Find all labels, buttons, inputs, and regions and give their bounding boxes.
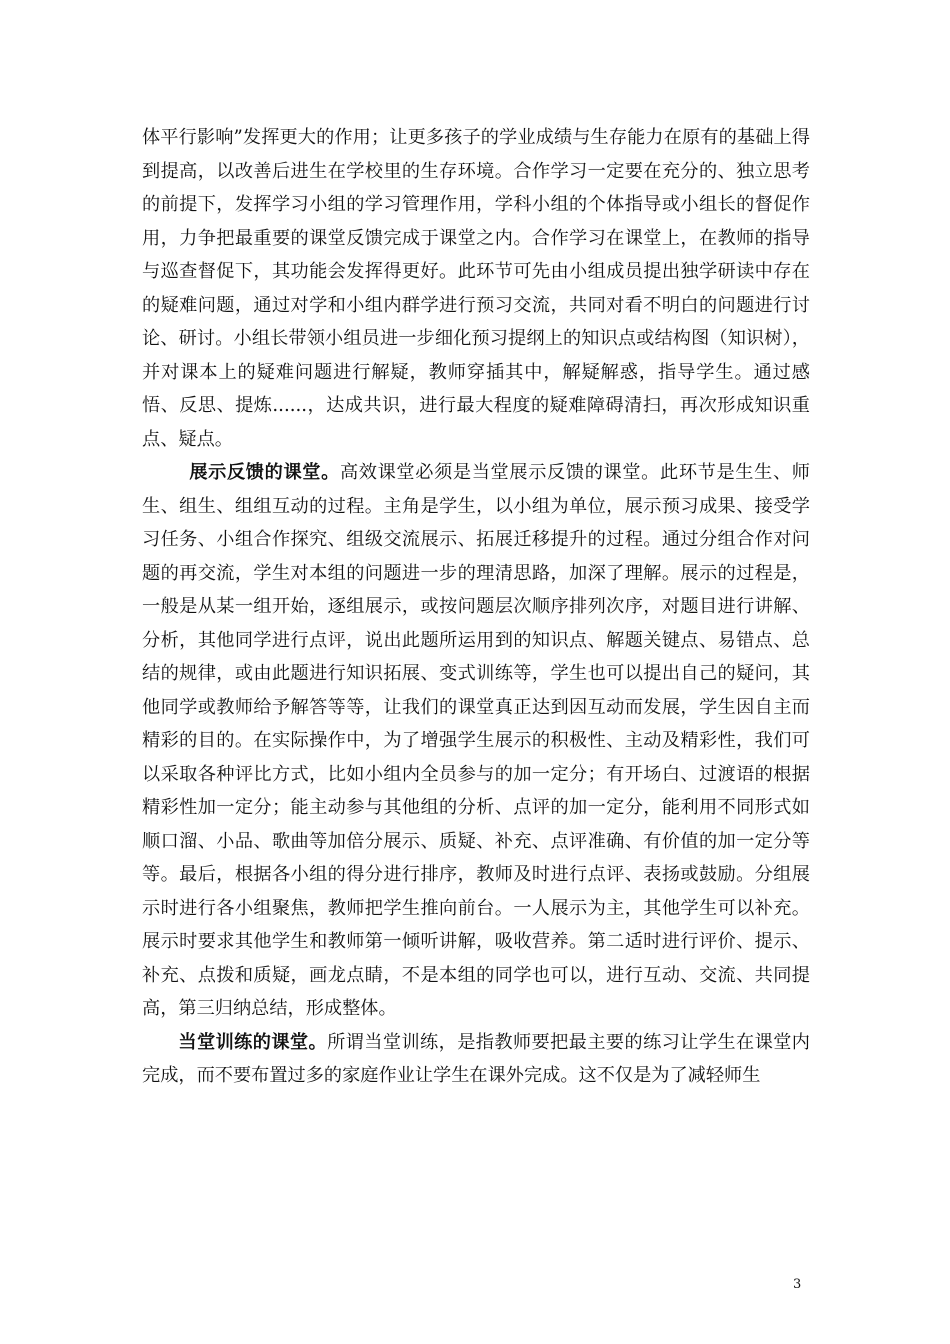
paragraph-heading: 展示反馈的课堂。 [189, 462, 340, 483]
paragraph-classroom-training [142, 1026, 810, 1093]
paragraph-continued [142, 121, 810, 456]
page-number: 3 [793, 1277, 802, 1292]
paragraph-text: 体平行影响”发挥更大的作用；让更多孩子的学业成绩与生存能力在原有的基础上得到提高，以改善后进生在学校里的生存环境。合作学习一定要在充分的、独立思考的前提下，发挥学习小组的学习管理作用，学科小组的个体指导或小组长的督促作用，力争把最重要的课堂反馈完成于课堂之内。合作学习在课堂上，在教师的指导与巡查督促下，其功能会发挥得更好。此环节可先由小组成员提出独学研读中存在的疑难问题，通过对学和小组内群学进行预习交流，共同对看不明白的问题进行讨论、研讨。小组长带领小组员进一步细化预习提纲上的知识点或结构图（知识树），并对课本上的疑难问题进行解疑，教师穿插其中，解疑解惑，指导学生。通过感悟、反思、提炼......，达成共识，进行最大程度的疑难障碍清扫，再次形成知识重点、疑点。 [142, 127, 810, 450]
paragraph-text: 所谓当堂训练，是指教师要把最主要的练习让学生在课堂内完成，而不要布置过多的家庭作业让学生在课外完成。这不仅是为了减轻师生 [142, 1031, 810, 1086]
document-body [142, 121, 810, 1093]
paragraph-heading: 当堂训练的课堂。 [178, 1031, 328, 1053]
paragraph-display-feedback [142, 456, 810, 1026]
paragraph-text: 高效课堂必须是当堂展示反馈的课堂。此环节是生生、师生、组生、组组互动的过程。主角是学生，以小组为单位，展示预习成果、接受学习任务、小组合作探究、组级交流展示、拓展迁移提升的过程。通过分组合作对问题的再交流，学生对本组的问题进一步的理清思路，加深了理解。展示的过程是，一般是从某一组开始，逐组展示，或按问题层次顺序排列次序，对题目进行讲解、分析，其他同学进行点评，说出此题所运用到的知识点、解题关键点、易错点、总结的规律，或由此题进行知识拓展、变式训练等，学生也可以提出自己的疑问，其他同学或教师给予解答等等，让我们的课堂真正达到因互动而发展，学生因自主而精彩的目的。在实际操作中，为了增强学生展示的积极性、主动及精彩性，我们可以采取各种评比方式，比如小组内全员参与的加一定分；有开场白、过渡语的根据精彩性加一定分；能主动参与其他组的分析、点评的加一定分，能利用不同形式如顺口溜、小品、歌曲等加倍分展示、质疑、补充、点评准确、有价值的加一定分等等。最后，根据各小组的得分进行排序，教师及时进行点评、表扬或鼓励。分组展示时进行各小组聚焦，教师把学生推向前台。一人展示为主，其他学生可以补充。展示时要求其他学生和教师第一倾听讲解，吸收营养。第二适时进行评价、提示、补充、点拨和质疑，画龙点睛，不是本组的同学也可以，进行互动、交流、共同提高，第三归纳总结，形成整体。 [142, 462, 810, 1019]
